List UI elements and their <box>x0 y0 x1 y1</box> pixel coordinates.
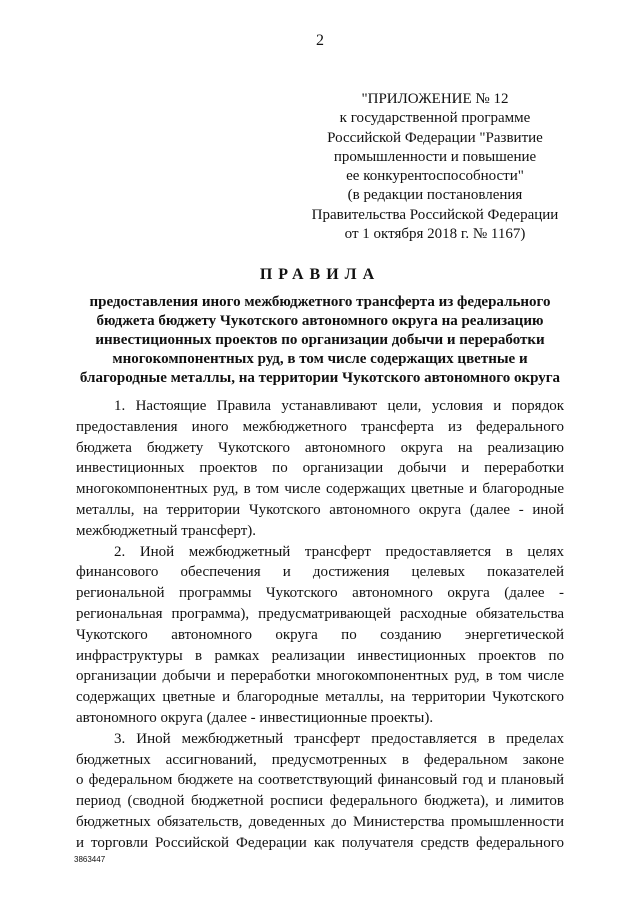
paragraph-line: финансового обеспечения и достижения целевых показателей <box>76 564 564 581</box>
appendix-line: (в редакции постановления <box>347 187 523 204</box>
paragraph-line: бюджетных обязательств, доведенных до Министерства промышленности <box>76 813 564 830</box>
subtitle-line: благородные металлы, на территории Чукотского автономного округа <box>79 370 561 386</box>
appendix-line: к государственной программе <box>339 110 531 127</box>
paragraph-line: инвестиционных проектов по организации добычи и переработки <box>76 460 564 477</box>
paragraph-line: бюджетных ассигнований, предусмотренных в федеральном законе <box>76 751 564 768</box>
paragraph-line: многокомпонентных руд, в том числе содержащих цветные и благородные <box>76 481 564 498</box>
subtitle-line: инвестиционных проектов по организации добычи и переработки <box>95 332 545 348</box>
appendix-line: от 1 октября 2018 г. № 1167) <box>344 226 526 243</box>
paragraph-line: о федеральном бюджете на соответствующий финансовый год и плановый <box>76 772 564 789</box>
paragraph-line: Чукотского автономного округа по созданию энергетической <box>76 626 564 643</box>
paragraph-line: содержащих цветные и благородные металлы, на территории Чукотского <box>76 689 564 706</box>
paragraph-line: бюджета бюджету Чукотского автономного округа на реализацию <box>76 439 564 456</box>
paragraph-line: предоставления иного межбюджетного трансферта из федерального <box>76 418 564 435</box>
paragraph-3 <box>76 729 564 854</box>
paragraph-2 <box>76 542 564 729</box>
appendix-line: "ПРИЛОЖЕНИЕ № 12 <box>361 91 509 107</box>
paragraph-line: межбюджетный трансферт). <box>76 522 257 539</box>
paragraph-line: и торговли Российской Федерации как получателя средств федерального <box>76 834 564 851</box>
document-code: 3863447 <box>74 855 106 864</box>
paragraph-line: период (сводной бюджетной росписи федерального бюджета), и лимитов <box>76 793 564 810</box>
paragraph-line: металлы, на территории Чукотского автономного округа (далее - иной <box>76 501 564 518</box>
paragraph-line: автономного округа (далее - инвестиционные проекты). <box>76 709 434 726</box>
document-title: ПРАВИЛА <box>259 266 381 283</box>
appendix-line: промышленности и повышение <box>333 148 537 165</box>
page-number: 2 <box>316 32 324 49</box>
appendix-header <box>290 90 580 244</box>
paragraph-line: 3. Иной межбюджетный трансферт предоставляется в пределах <box>114 730 564 747</box>
appendix-line: Российской Федерации "Развитие <box>327 129 543 146</box>
document-body <box>76 396 564 854</box>
appendix-line: Правительства Российской Федерации <box>311 206 559 223</box>
subtitle-line: предоставления иного межбюджетного трансферта из федерального <box>89 294 551 310</box>
subtitle-line: многокомпонентных руд, в том числе содержащих цветные и <box>112 351 528 367</box>
paragraph-line: инфраструктуры в рамках реализации инвестиционных проектов по <box>76 647 564 664</box>
paragraph-line: региональной программы Чукотского автономного округа (далее - <box>76 585 564 602</box>
paragraph-line: региональная программа), предусматривающей расходные обязательства <box>76 605 564 622</box>
appendix-line: ее конкурентоспособности" <box>346 168 524 185</box>
paragraph-line: 1. Настоящие Правила устанавливают цели, условия и порядок <box>114 398 564 414</box>
paragraph-line: организации добычи и переработки многокомпонентных руд, в том числе <box>76 668 564 685</box>
subtitle-line: бюджета бюджету Чукотского автономного округа на реализацию <box>96 313 544 329</box>
document-subtitle <box>60 293 580 388</box>
paragraph-1 <box>76 396 564 542</box>
paragraph-line: 2. Иной межбюджетный трансферт предоставляется в целях <box>114 543 564 560</box>
